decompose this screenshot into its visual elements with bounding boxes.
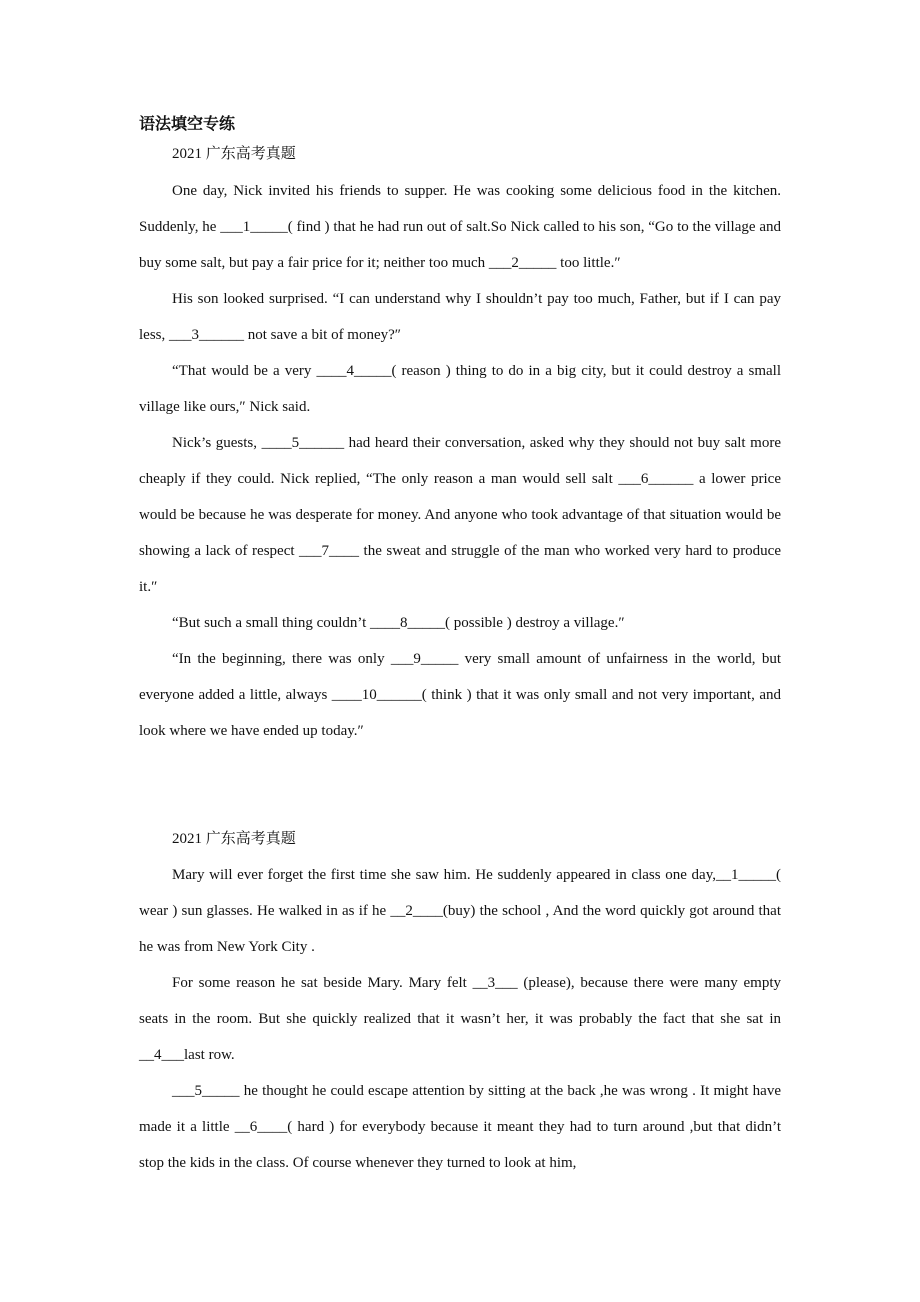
- section-source: 2021 广东高考真题: [172, 831, 296, 847]
- paragraph: Mary will ever forget the first time she saw him. He suddenly appeared in class one day,__1_____( wear ) sun glasses. He walked in as if he __2____(buy) the school , And the word quickly got around that he was from New York City .: [139, 867, 781, 955]
- exercise-section-2: [139, 821, 781, 1181]
- paragraph: Nick’s guests, ____5______ had heard their conversation, asked why they should not buy salt more cheaply if they could. Nick replied, “The only reason a man would sell salt ___6______ a lower price would be because he was desperate for money. And anyone who took advantage of that situation would be showing a lack of respect ___7____ the sweat and struggle of the man who worked very hard to produce it.″: [139, 435, 781, 595]
- paragraph: “But such a small thing couldn’t ____8_____( possible ) destroy a village.″: [172, 615, 625, 631]
- paragraph: “That would be a very ____4_____( reason ) thing to do in a big city, but it could destroy a small village like ours,″ Nick said.: [139, 363, 781, 415]
- section-source: 2021 广东高考真题: [172, 146, 296, 162]
- exercise-section-1: [139, 139, 781, 749]
- paragraph: “In the beginning, there was only ___9_____ very small amount of unfairness in the world, but everyone added a little, always ____10______( think ) that it was only small and not very important, and look where we have ended up today.″: [139, 651, 781, 739]
- page-title: 语法填空专练: [139, 114, 236, 133]
- paragraph: ___5_____ he thought he could escape attention by sitting at the back ,he was wrong . It might have made it a little __6____( hard ) for everybody because it meant they had to turn around ,but that didn’t stop the kids in the class. Of course whenever they turned to look at him,: [139, 1083, 781, 1171]
- paragraph: For some reason he sat beside Mary. Mary felt __3___ (please), because there were many empty seats in the room. But she quickly realized that it wasn’t her, it was probably the fact that she sat in __4___last row.: [139, 975, 781, 1063]
- paragraph: His son looked surprised. “I can understand why I shouldn’t pay too much, Father, but if I can pay less, ___3______ not save a bit of money?″: [139, 291, 781, 343]
- document-page: [139, 108, 781, 1181]
- paragraph: One day, Nick invited his friends to supper. He was cooking some delicious food in the kitchen. Suddenly, he ___1_____( find ) that he had run out of salt.So Nick called to his son, “Go to the village and buy some salt, but pay a fair price for it; neither too much ___2_____ too little.″: [139, 183, 781, 271]
